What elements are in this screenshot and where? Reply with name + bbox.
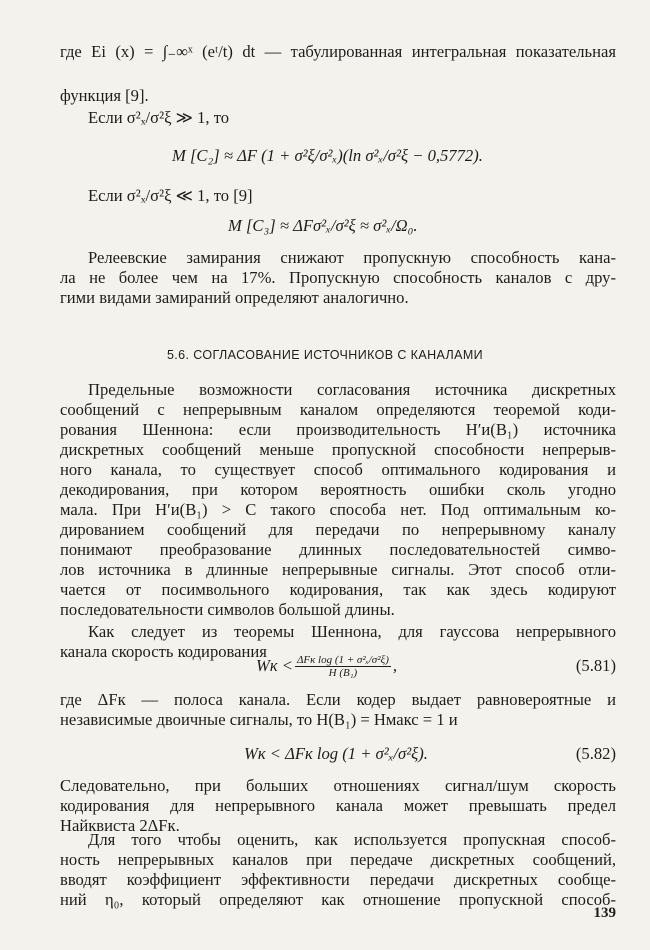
equation-number-5-82: (5.82) xyxy=(575,744,616,763)
eq-5-81-numerator: ΔFк log (1 + σ²ₓ/σ²ξ) xyxy=(296,653,389,666)
efficiency-line-2: ность непрерывных каналов при передаче дискретных сообщений, xyxy=(60,850,616,869)
section-heading: 5.6. СОГЛАСОВАНИЕ ИСТОЧНИКОВ С КАНАЛАМИ xyxy=(166,348,484,362)
shannon-line-8: дированием сообщений для передачи по непрерывному каналу xyxy=(60,520,616,539)
case-1-condition: Если σ²ₓ/σ²ξ ≫ 1, то xyxy=(88,108,230,127)
equation-5-81 xyxy=(256,648,397,684)
shannon-line-1: Предельные возможности согласования источника дискретных xyxy=(88,380,616,399)
rayleigh-line-1: Релеевские замирания снижают пропускную способность кана- xyxy=(88,248,616,267)
ei-definition-line: где Ei (x) = ∫₋∞ˣ (eᵗ/t) dt — табулированная интегральная показательная xyxy=(60,42,616,61)
case-2-condition: Если σ²ₓ/σ²ξ ≪ 1, то [9] xyxy=(88,186,253,205)
shannon-line-4: дискретных сообщений меньше пропускной способности непрерыв- xyxy=(60,440,616,459)
shannon-line-6: декодирования, при котором вероятность ошибки сколь угодно xyxy=(60,480,616,499)
coder-line-1: где ΔFк — полоса канала. Если кодер выдает равновероятные и xyxy=(60,690,616,709)
efficiency-line-3: вводят коэффициент эффективности передачи дискретных сообще- xyxy=(60,870,616,889)
page-number: 139 xyxy=(593,905,616,921)
shannon-line-2: сообщений с непрерывным каналом определяются теоремой коди- xyxy=(60,400,616,419)
shannon-line-10: лов источника в длинные непрерывные сигналы. Этот способ отли- xyxy=(60,560,616,579)
shannon-line-11: чается от посимвольного кодирования, так как здесь кодируют xyxy=(60,580,616,599)
equation-5-82: Wк < ΔFк log (1 + σ²ₓ/σ²ξ). xyxy=(244,744,428,763)
gauss-line-2: канала скорость кодирования xyxy=(60,642,267,661)
equation-number-5-81: (5.81) xyxy=(575,656,616,675)
equation-c3: M [C₃] ≈ ΔFσ²ₓ/σ²ξ ≈ σ²ₓ/Ω₀. xyxy=(228,216,418,235)
shannon-line-3: рования Шеннона: если производительность H′и(B₁) источника xyxy=(60,420,616,439)
shannon-line-7: мала. При H′и(B₁) > C такого способа нет. Под оптимальным ко- xyxy=(60,500,616,519)
rayleigh-line-3: гими видами замираний определяют аналогично. xyxy=(60,288,409,307)
eq-5-81-fraction xyxy=(295,654,391,679)
gauss-line-1: Как следует из теоремы Шеннона, для гауссова непрерывного xyxy=(88,622,616,641)
rayleigh-line-2: ла не более чем на 17%. Пропускную способность каналов с дру- xyxy=(60,268,616,287)
conclusion-line-1: Следовательно, при больших отношениях сигнал/шум скорость xyxy=(60,776,616,795)
shannon-line-9: понимают преобразование длинных последовательностей симво- xyxy=(60,540,616,559)
ei-definition-continuation: функция [9]. xyxy=(60,86,149,105)
shannon-line-12: последовательности символов большой длины. xyxy=(60,600,395,619)
coder-line-2: независимые двоичные сигналы, то H(B₁) = Hмакс = 1 и xyxy=(60,710,458,729)
eq-5-81-denominator: H (B₁) xyxy=(328,666,358,679)
equation-c2: M [C₂] ≈ ΔF (1 + σ²ξ/σ²ₓ)(ln σ²ₓ/σ²ξ − 0,5772). xyxy=(172,146,483,165)
eq-5-81-lhs: Wк < xyxy=(256,656,293,675)
conclusion-line-2: кодирования для непрерывного канала может превышать предел xyxy=(60,796,616,815)
conclusion-line-3: Найквиста 2ΔFк. xyxy=(60,816,180,835)
eq-5-81-tail: , xyxy=(392,656,398,675)
efficiency-line-4: ний η₀, который определяют как отношение пропускной способ- xyxy=(60,890,616,909)
shannon-line-5: ного канала, то существует способ оптимального кодирования и xyxy=(60,460,616,479)
efficiency-line-1: Для того чтобы оценить, как используется пропускная способ- xyxy=(88,830,616,849)
